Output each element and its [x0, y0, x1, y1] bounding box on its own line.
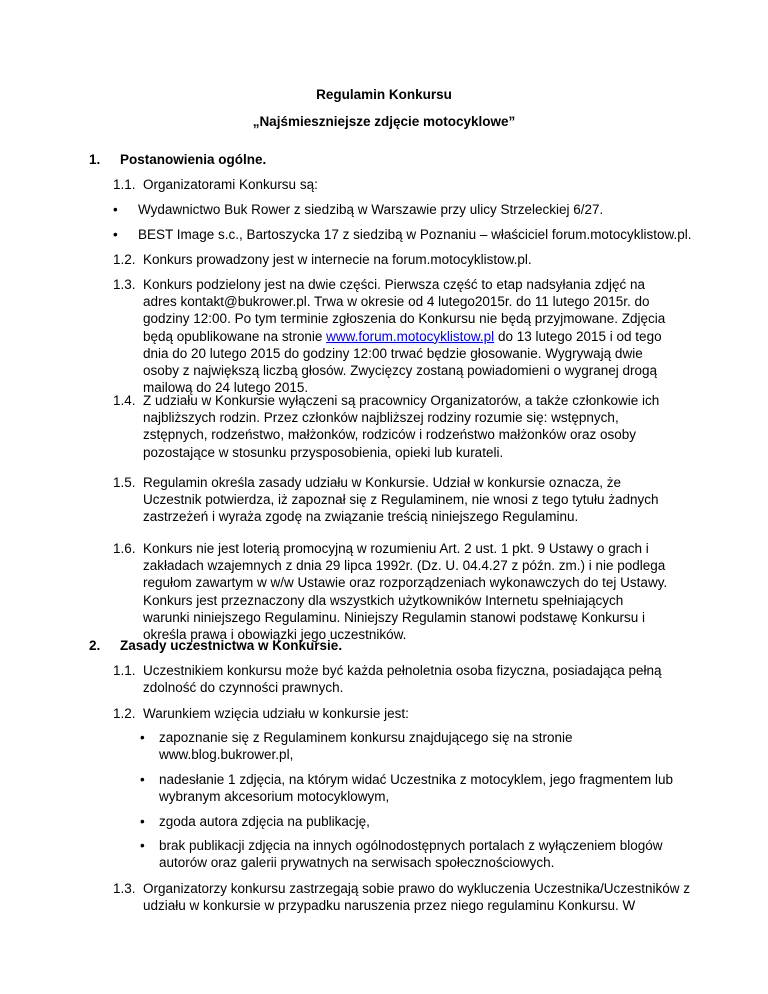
clause-number: 1.3. — [113, 881, 136, 896]
clause-text: Z udziału w Konkursie wyłączeni są pracownicy Organizatorów, a także członkowie ich najbliższych rodzin. Przez członków najbliższej rodziny rozumie się: wstępnych, zstępnych, rodzeństwo, małżonków, rodziców i rodzeństwo małżonków oraz osoby pozostające w stosunku przysposobienia, opieki lub kurateli. — [143, 393, 660, 460]
clause-number: 1.1. — [113, 177, 136, 192]
clause-number: 1.1. — [113, 663, 136, 678]
clause-text: Warunkiem wzięcia udziału w konkursie jest: — [143, 706, 409, 721]
section-title: Postanowienia ogólne. — [120, 152, 267, 167]
clause-text: Konkurs nie jest loterią promocyjną w rozumieniu Art. 2 ust. 1 pkt. 9 Ustawy o grach i zakładach wzajemnych z dnia 29 lipca 1992r. (Dz. U. 04.4.27 z późn. zm.) i nie podlega regułom zawartym w w/w Ustawie oraz rozporządzeniach wykonawczych do tej Ustawy. Konkurs jest przeznaczony dla wszystkich użytkowników Internetu spełniających warunki niniejszego Regulaminu. Niniejszy Regulamin stanowi podstawę Konkursu i określa prawa i obowiązki jego uczestników. — [143, 541, 668, 643]
bullet-icon: • — [140, 838, 145, 853]
clause-number: 1.3. — [113, 277, 136, 292]
section-title: Zasady uczestnictwa w Konkursie. — [120, 638, 343, 653]
clause-text: Konkurs prowadzony jest w internecie na forum.motocyklistow.pl. — [143, 252, 532, 267]
clause-text: Uczestnikiem konkursu może być każda pełnoletnia osoba fizyczna, posiadająca pełną zdolność do czynności prawnych. — [143, 663, 662, 696]
forum-link[interactable]: www.forum.motocyklistow.pl — [326, 328, 495, 344]
clause-number: 1.6. — [113, 541, 136, 556]
clause-number: 1.4. — [113, 393, 136, 408]
document-subtitle: „Najśmieszniejsze zdjęcie motocyklowe” — [252, 114, 516, 129]
clause-text: Organizatorami Konkursu są: — [143, 177, 318, 192]
condition-text: nadesłanie 1 zdjęcia, na którym widać Uczestnika z motocyklem, jego fragmentem lub wybranym akcesorium motocyklowym, — [159, 772, 673, 805]
condition-text: zgoda autora zdjęcia na publikację, — [159, 814, 370, 829]
bullet-icon: • — [113, 227, 118, 242]
clause-text: Organizatorzy konkursu zastrzegają sobie prawo do wykluczenia Uczestnika/Uczestników z udziału w konkursie w przypadku naruszenia przez niego regulaminu Konkursu. W — [143, 881, 690, 914]
document-title: Regulamin Konkursu — [316, 87, 452, 102]
bullet-icon: • — [113, 202, 118, 217]
section-1-heading — [89, 151, 689, 168]
condition-text: brak publikacji zdjęcia na innych ogólnodostępnych portalach z wyłączeniem blogów autorów oraz galerii prywatnych na serwisach społecznościowych. — [159, 838, 663, 871]
section-2-heading — [89, 637, 689, 654]
bullet-icon: • — [140, 814, 145, 829]
section-number: 1. — [89, 152, 101, 167]
organizer-text: Wydawnictwo Buk Rower z siedzibą w Warszawie przy ulicy Strzeleckiej 6/27. — [138, 202, 604, 217]
clause-number: 1.2. — [113, 706, 136, 721]
clause-text: Konkurs podzielony jest na dwie części. Pierwsza część to etap nadsyłania zdjęć na adres kontakt@bukrower.pl. Trwa w okresie od 4 lutego2015r. do 11 lutego 2015r. do godziny 12:00. Po tym terminie zgłoszenia do Konkursu nie będą przyjmowane. Zdjęcia będą opublikowane na stronie www.forum.motocyklistow.pl do 13 lutego 2015 i od tego dnia do 20 lutego 2015 do godziny 12:00 trwać będzie głosowanie. Wygrywają dwie osoby z największą liczbą głosów. Zwycięzcy zostaną powiadomieni o wygranej drogą mailową do 24 lutego 2015. — [143, 277, 666, 396]
organizer-text: BEST Image s.c., Bartoszycka 17 z siedzibą w Poznaniu – właściciel forum.motocyklistow.pl. — [138, 227, 692, 242]
section-number: 2. — [89, 638, 101, 653]
bullet-icon: • — [140, 730, 145, 745]
bullet-icon: • — [140, 772, 145, 787]
clause-number: 1.5. — [113, 475, 136, 490]
clause-number: 1.2. — [113, 252, 136, 267]
condition-text: zapoznanie się z Regulaminem konkursu znajdującego się na stronie www.blog.bukrower.pl, — [159, 730, 573, 763]
clause-text: Regulamin określa zasady udziału w Konkursie. Udział w konkursie oznacza, że Uczestnik potwierdza, iż zapoznał się z Regulaminem, nie wnosi z tego tytułu żadnych zastrzeżeń i wyraża zgodę na związanie treścią niniejszego Regulaminu. — [143, 475, 659, 525]
